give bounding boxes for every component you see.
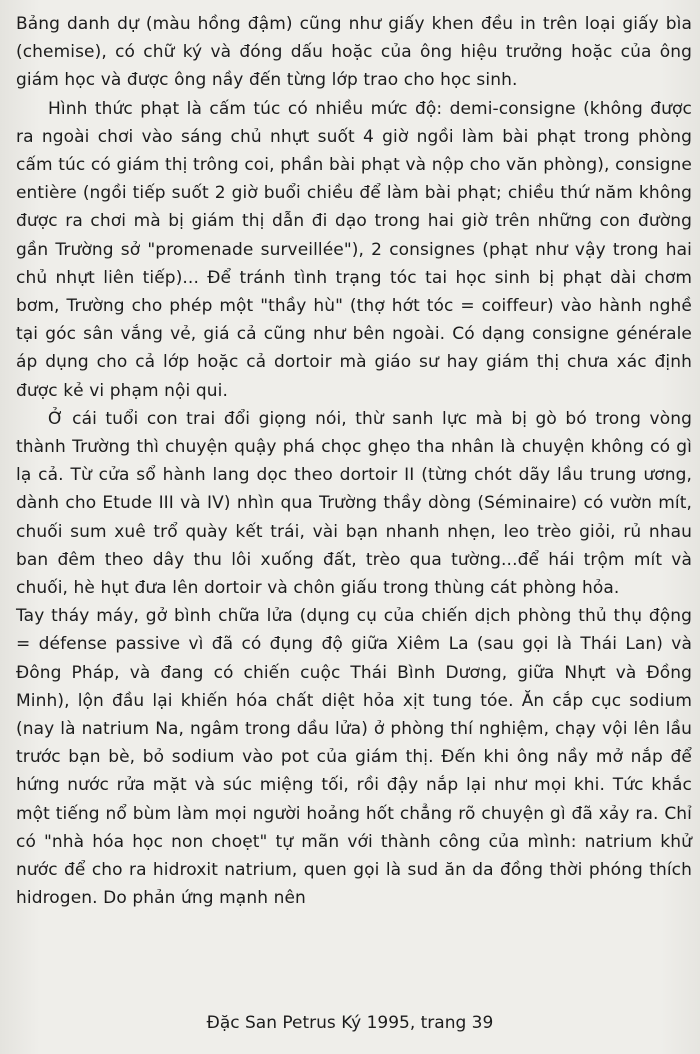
paragraph-sodium-prank: Tay tháy máy, gở bình chữa lửa (dụng cụ của chiến dịch phòng thủ thụ động = défense passive vì đã có đụng độ giữa Xiêm La (sau gọi là Thái Lan) và Đông Pháp, và đang có chiến cuộc Thái Bình Dương, giữa Nhựt và Đồng Minh), lộn đầu lại khiến hóa chất diệt hỏa xịt tung tóe. Ăn cắp cục sodium (nay là natrium Na, ngâm trong dầu lửa) ở phòng thí nghiệm, chạy vội lên lầu trước bạn bè, bỏ sodium vào pot của giám thị. Đến khi ông nầy mở nắp để hứng nước rửa mặt và súc miệng tối, rồi đậy nắp lại như mọi khi. Tức khắc một tiếng nổ bùm làm mọi người hoảng hốt chẳng rõ chuyện gì đã xảy ra. Chỉ có "nhà hóa học non choẹt" tự mãn với thành công của mình: natrium khử nước để cho ra hidroxit natrium, quen gọi là sud ăn da đồng thời phóng thích hidrogen. Do phản ứng mạnh nên xyxy=(16,606,692,909)
body-text xyxy=(16,10,692,913)
page-footer: Đặc San Petrus Ký 1995, trang 39 xyxy=(206,1013,494,1033)
paragraph-honor-board: Bảng danh dự (màu hồng đậm) cũng như giấy khen đều in trên loại giấy bìa (chemise), có chữ ký và đóng dấu hoặc của ông hiệu trưởng hoặc của ông giám học và được ông nầy đến từng lớp trao cho học sinh. xyxy=(16,14,692,91)
paragraph-mischief: Ở cái tuổi con trai đổi giọng nói, thừ sanh lực mà bị gò bó trong vòng thành Trường thì chuyện quậy phá chọc ghẹo tha nhân là chuyện không có gì lạ cả. Từ cửa sổ hành lang dọc theo dortoir II (từng chót dãy lầu trung ương, dành cho Etude III và IV) nhìn qua Trường thầy dòng (Séminaire) có vườn mít, chuối sum xuê trổ quày kết trái, vài bạn nhanh nhẹn, leo trèo giỏi, rủ nhau ban đêm theo dây thu lôi xuống đất, trèo qua tường...để hái trộm mít và chuối, hè hụt đưa lên dortoir và chôn giấu trong thùng cát phòng hỏa. xyxy=(16,408,692,599)
paragraph-punishment: Hình thức phạt là cấm túc có nhiều mức độ: demi-consigne (không được ra ngoài chơi vào sáng chủ nhựt suốt 4 giờ ngồi làm bài phạt trong phòng cấm túc có giám thị trông coi, phần bài phạt và nộp cho văn phòng), consigne entière (ngồi tiếp suốt 2 giờ buổi chiều để làm bài phạt; chiều thứ năm không được ra chơi mà bị giám thị dẫn đi dạo trong hai giờ trên những con đường gần Trường sở "promenade surveillée"), 2 consignes (phạt như vậy trong hai chủ nhựt liên tiếp)... Để tránh tình trạng tóc tai học sinh bị phạt dài chơm bơm, Trường cho phép một "thầy hù" (thợ hớt tóc = coiffeur) vào hành nghề tại góc sân vắng vẻ, giá cả cũng như bên ngoài. Có dạng consigne générale áp dụng cho cả lớp hoặc cả dortoir mà giáo sư hay giám thị chưa xác định được kẻ vi phạm nội qui. xyxy=(16,98,692,401)
